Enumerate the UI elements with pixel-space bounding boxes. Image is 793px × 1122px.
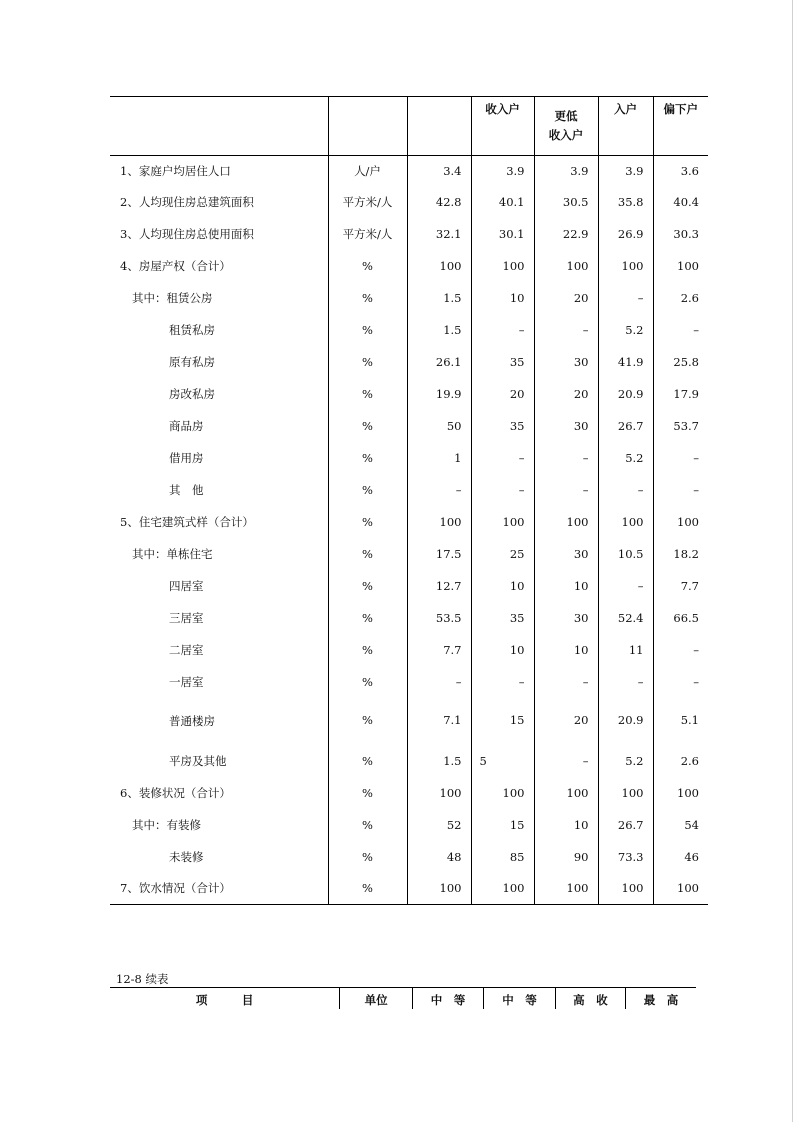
cell-value: 40.1 <box>471 186 534 218</box>
table-row <box>110 442 708 474</box>
row-unit: % <box>328 378 407 410</box>
cell-value: 50 <box>407 410 471 442</box>
row-label: 普通楼房 <box>169 713 215 728</box>
continuation-header-row <box>110 988 696 1010</box>
table-row <box>110 156 708 186</box>
cell-value: 5.2 <box>598 314 653 346</box>
cell-value: – <box>534 442 598 474</box>
cell-value: 30 <box>534 602 598 634</box>
cell-value: 10 <box>471 282 534 314</box>
cell-value: – <box>653 314 708 346</box>
cell-value: 25.8 <box>653 346 708 378</box>
cell-value: 11 <box>598 634 653 666</box>
row-label: 四居室 <box>169 578 204 593</box>
cell-value: 100 <box>407 506 471 538</box>
cell-value: 48 <box>407 841 471 873</box>
cell-value: 54 <box>653 809 708 841</box>
cell-value: – <box>407 474 471 506</box>
table-row <box>110 282 708 314</box>
row-label: 一居室 <box>169 674 204 689</box>
cell-value: 10 <box>534 570 598 602</box>
cont-header-unit: 单位 <box>340 988 412 1010</box>
header-unit <box>328 97 407 156</box>
cell-value: 30 <box>534 538 598 570</box>
row-unit: 平方米/人 <box>328 218 407 250</box>
row-unit: % <box>328 698 407 745</box>
cell-value: 30.1 <box>471 218 534 250</box>
cell-value: 1.5 <box>407 314 471 346</box>
cell-value: 20 <box>534 282 598 314</box>
cell-value: – <box>598 666 653 698</box>
cell-value: – <box>598 474 653 506</box>
cell-value: 3.6 <box>653 156 708 186</box>
cell-value: 30.5 <box>534 186 598 218</box>
cell-value: 85 <box>471 841 534 873</box>
cell-value: 100 <box>534 777 598 809</box>
cell-value: 7.7 <box>407 634 471 666</box>
cell-value: 2.6 <box>653 282 708 314</box>
cell-value: 20 <box>471 378 534 410</box>
cell-value: – <box>471 666 534 698</box>
cell-value: 20 <box>534 698 598 745</box>
cell-value: 30 <box>534 346 598 378</box>
row-unit: % <box>328 666 407 698</box>
row-unit: % <box>328 570 407 602</box>
row-label: 其中：租赁公房 <box>132 290 213 305</box>
cell-value: 100 <box>471 506 534 538</box>
cell-value: 46 <box>653 841 708 873</box>
table-row <box>110 378 708 410</box>
cell-value: – <box>534 745 598 777</box>
row-label: 其中：有装修 <box>132 817 201 832</box>
cell-value: 26.1 <box>407 346 471 378</box>
row-unit: % <box>328 745 407 777</box>
cell-value: 22.9 <box>534 218 598 250</box>
table-row <box>110 809 708 841</box>
cont-header-col-1: 中 等 <box>412 988 483 1010</box>
table-row <box>110 570 708 602</box>
cell-value: 52.4 <box>598 602 653 634</box>
row-unit: % <box>328 474 407 506</box>
cell-value: 7.7 <box>653 570 708 602</box>
cell-value: 53.5 <box>407 602 471 634</box>
cell-value: – <box>598 570 653 602</box>
housing-table <box>110 96 708 905</box>
header-col-3-line-2: 收入户 <box>548 128 584 142</box>
table-row <box>110 841 708 873</box>
cell-value: 17.5 <box>407 538 471 570</box>
row-label: 4、房屋产权（合计） <box>120 258 231 273</box>
cell-value: – <box>534 666 598 698</box>
cell-value: 18.2 <box>653 538 708 570</box>
cont-header-col-3: 高 收 <box>555 988 625 1010</box>
row-label: 二居室 <box>169 642 204 657</box>
cell-value: 1 <box>407 442 471 474</box>
cell-value: 35.8 <box>598 186 653 218</box>
row-label: 2、人均现住房总建筑面积 <box>120 194 254 209</box>
cell-value: 3.9 <box>471 156 534 186</box>
table-row <box>110 506 708 538</box>
cell-value: – <box>653 634 708 666</box>
cell-value: 15 <box>471 809 534 841</box>
cell-value: 66.5 <box>653 602 708 634</box>
header-item <box>110 97 328 156</box>
row-label: 原有私房 <box>169 354 215 369</box>
cell-value: 90 <box>534 841 598 873</box>
cell-value: 100 <box>471 250 534 282</box>
table-row <box>110 250 708 282</box>
cell-value: 1.5 <box>407 282 471 314</box>
row-unit: 平方米/人 <box>328 186 407 218</box>
row-unit: % <box>328 602 407 634</box>
cell-value: 100 <box>471 873 534 905</box>
row-unit: 人/户 <box>328 156 407 186</box>
cell-value: 35 <box>471 602 534 634</box>
row-label: 其中：单栋住宅 <box>132 546 213 561</box>
cell-value: 1.5 <box>407 745 471 777</box>
table-row <box>110 666 708 698</box>
table-row <box>110 698 708 745</box>
row-label: 7、饮水情况（合计） <box>120 881 231 896</box>
header-col-1 <box>407 97 471 156</box>
table-row <box>110 634 708 666</box>
cell-value: 25 <box>471 538 534 570</box>
cell-value: – <box>653 666 708 698</box>
table-row <box>110 218 708 250</box>
cell-value: – <box>598 282 653 314</box>
row-label: 三居室 <box>169 610 204 625</box>
table-row <box>110 873 708 905</box>
cell-value: – <box>653 474 708 506</box>
cell-value: 100 <box>653 250 708 282</box>
row-unit: % <box>328 634 407 666</box>
cell-value: 32.1 <box>407 218 471 250</box>
cell-value: 10 <box>534 809 598 841</box>
cell-value: 73.3 <box>598 841 653 873</box>
cell-value: – <box>471 442 534 474</box>
row-label: 未装修 <box>169 849 204 864</box>
table-row <box>110 346 708 378</box>
cell-value: 41.9 <box>598 346 653 378</box>
row-label: 租赁私房 <box>169 322 215 337</box>
continuation-table <box>110 987 696 1009</box>
cell-value: 30.3 <box>653 218 708 250</box>
cell-value: 35 <box>471 410 534 442</box>
row-unit: % <box>328 250 407 282</box>
cell-value: 5.2 <box>598 745 653 777</box>
cell-value: 40.4 <box>653 186 708 218</box>
row-unit: % <box>328 282 407 314</box>
header-col-3-line-1: 更低 <box>554 109 578 123</box>
cont-header-col-2: 中 等 <box>484 988 555 1010</box>
row-unit: % <box>328 410 407 442</box>
cell-value: 26.9 <box>598 218 653 250</box>
cell-value: 19.9 <box>407 378 471 410</box>
table-body <box>110 156 708 905</box>
cell-value: – <box>471 314 534 346</box>
cell-value: 53.7 <box>653 410 708 442</box>
cell-value: 100 <box>653 873 708 905</box>
cell-value: 10.5 <box>598 538 653 570</box>
table-row <box>110 538 708 570</box>
cell-value: 3.4 <box>407 156 471 186</box>
cell-value: – <box>534 474 598 506</box>
table-row <box>110 474 708 506</box>
row-unit: % <box>328 809 407 841</box>
cell-value: 42.8 <box>407 186 471 218</box>
cell-value: 3.9 <box>534 156 598 186</box>
cell-value: 17.9 <box>653 378 708 410</box>
cell-value: 26.7 <box>598 410 653 442</box>
cell-value: 100 <box>407 873 471 905</box>
table-row <box>110 410 708 442</box>
cell-value: – <box>653 442 708 474</box>
cell-value: 100 <box>653 506 708 538</box>
row-unit: % <box>328 777 407 809</box>
cell-value: 15 <box>471 698 534 745</box>
table-row <box>110 745 708 777</box>
cell-value: 100 <box>534 250 598 282</box>
cell-value: 5 <box>471 745 534 777</box>
cell-value: 26.7 <box>598 809 653 841</box>
row-unit: % <box>328 506 407 538</box>
cell-value: 20.9 <box>598 378 653 410</box>
row-label: 商品房 <box>169 418 204 433</box>
cell-value: 30 <box>534 410 598 442</box>
cell-value: 20 <box>534 378 598 410</box>
row-label: 借用房 <box>169 450 204 465</box>
cont-header-col-4: 最 高 <box>626 988 696 1010</box>
row-label: 6、装修状况（合计） <box>120 785 231 800</box>
row-unit: % <box>328 841 407 873</box>
row-label: 3、人均现住房总使用面积 <box>120 226 254 241</box>
cell-value: 100 <box>407 777 471 809</box>
row-unit: % <box>328 346 407 378</box>
cell-value: 10 <box>471 570 534 602</box>
row-label: 其 他 <box>169 482 204 497</box>
cell-value: 100 <box>534 506 598 538</box>
cell-value: 35 <box>471 346 534 378</box>
table-header-row <box>110 97 708 156</box>
row-unit: % <box>328 538 407 570</box>
row-unit: % <box>328 442 407 474</box>
table-row <box>110 602 708 634</box>
cell-value: 52 <box>407 809 471 841</box>
cell-value: 100 <box>471 777 534 809</box>
cell-value: 5.2 <box>598 442 653 474</box>
row-unit: % <box>328 873 407 905</box>
row-label: 房改私房 <box>169 386 215 401</box>
row-label: 5、住宅建筑式样（合计） <box>120 514 254 529</box>
cell-value: 5.1 <box>653 698 708 745</box>
continuation-label: 12-8 续表 <box>116 972 169 986</box>
cell-value: 100 <box>598 873 653 905</box>
header-col-2: 收入户 <box>471 97 534 156</box>
table-row <box>110 186 708 218</box>
cell-value: 12.7 <box>407 570 471 602</box>
cell-value: 20.9 <box>598 698 653 745</box>
cell-value: 7.1 <box>407 698 471 745</box>
cell-value: 100 <box>534 873 598 905</box>
cont-header-item: 项 目 <box>195 993 254 1007</box>
cell-value: 3.9 <box>598 156 653 186</box>
header-col-3 <box>534 97 598 156</box>
cell-value: – <box>471 474 534 506</box>
cell-value: 100 <box>407 250 471 282</box>
cell-value: 100 <box>653 777 708 809</box>
header-col-5: 偏下户 <box>653 97 708 156</box>
row-label: 平房及其他 <box>169 753 227 768</box>
row-label: 1、家庭户均居住人口 <box>120 163 231 178</box>
cell-value: 10 <box>534 634 598 666</box>
table-row <box>110 777 708 809</box>
cell-value: 100 <box>598 506 653 538</box>
table-row <box>110 314 708 346</box>
row-unit: % <box>328 314 407 346</box>
cell-value: 100 <box>598 777 653 809</box>
cell-value: – <box>407 666 471 698</box>
cell-value: – <box>534 314 598 346</box>
header-col-4: 入户 <box>598 97 653 156</box>
cell-value: 100 <box>598 250 653 282</box>
cell-value: 10 <box>471 634 534 666</box>
cell-value: 2.6 <box>653 745 708 777</box>
